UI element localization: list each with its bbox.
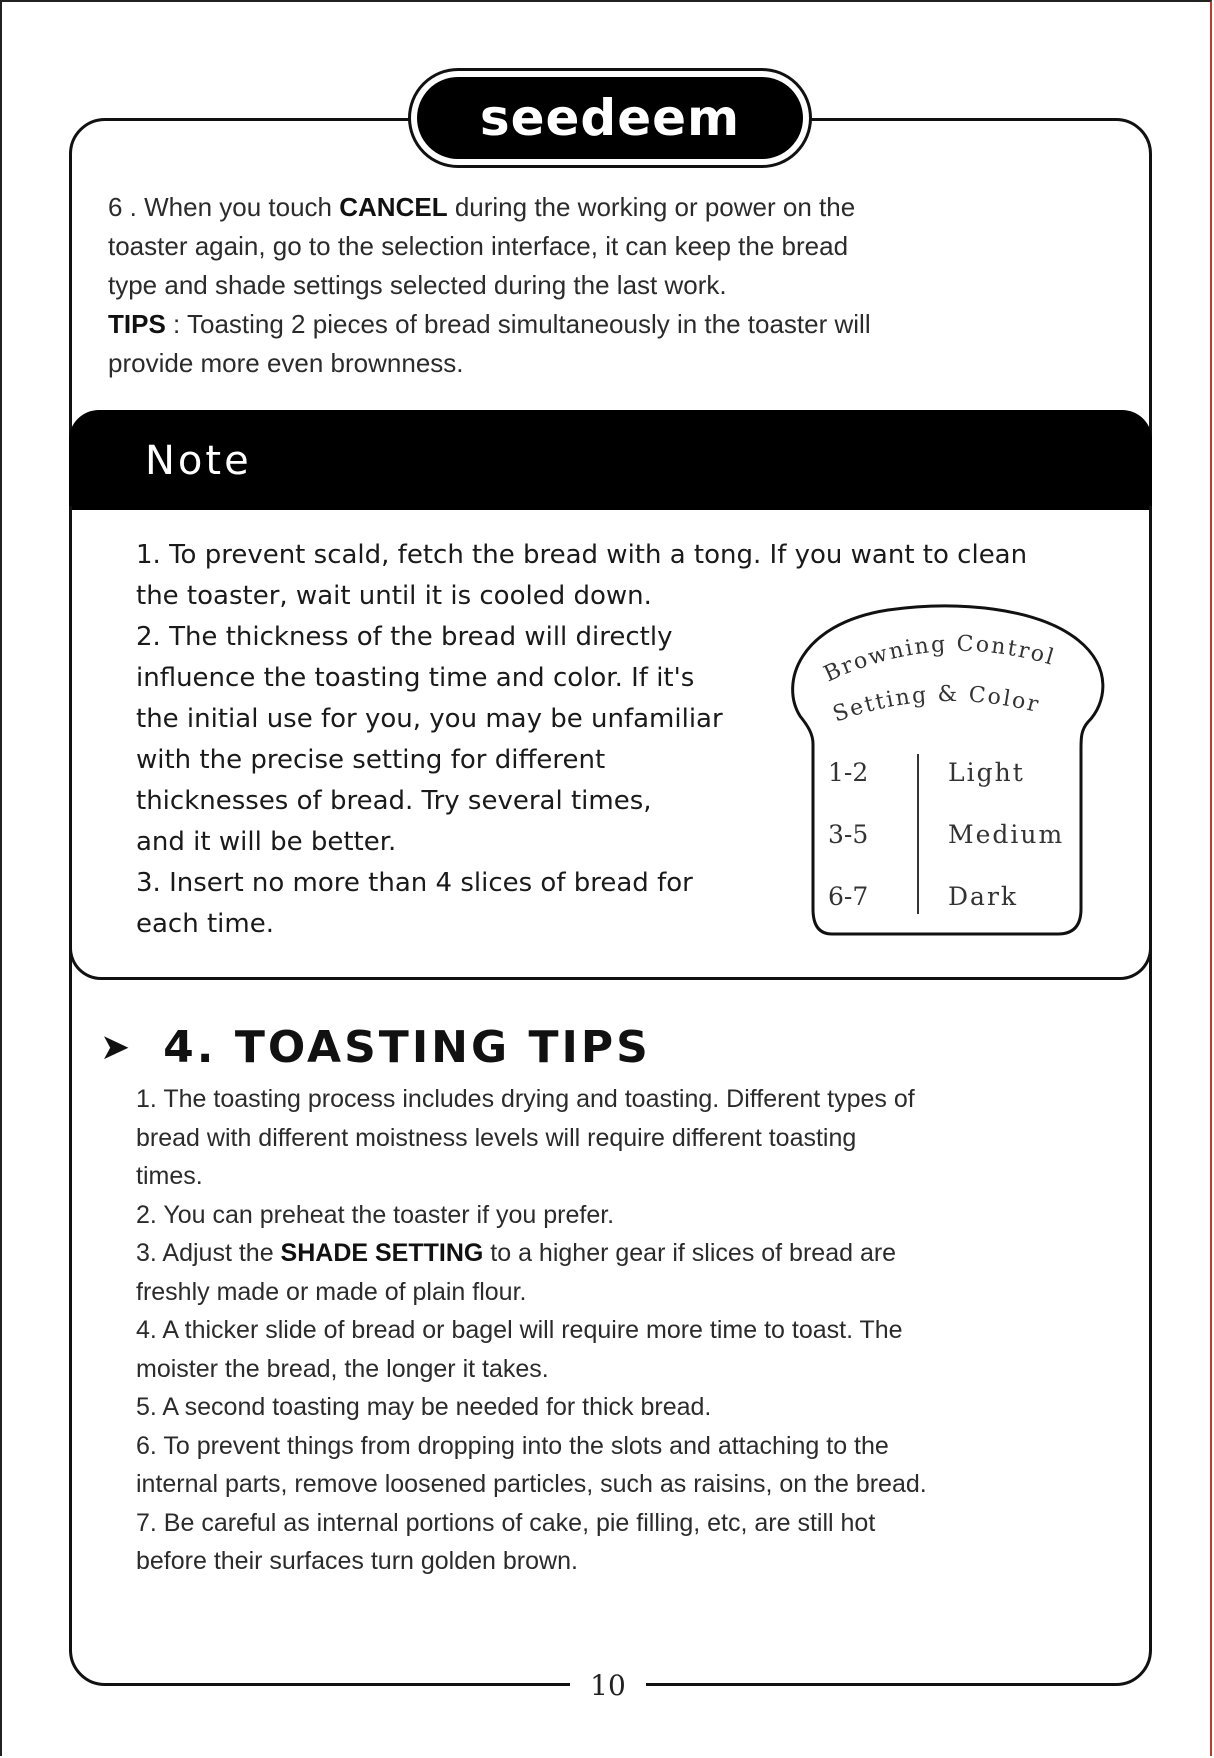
note-line: each time.: [136, 909, 274, 939]
note-line: thicknesses of bread. Try several times,: [136, 786, 652, 816]
tips-line: provide more even brownness.: [108, 348, 464, 378]
tips-text: : Toasting 2 pieces of bread simultaneously in the toaster will: [165, 309, 871, 339]
tips-label: TIPS: [108, 309, 166, 339]
page-number: 10: [570, 1666, 646, 1706]
shade-row: [828, 878, 1068, 918]
note-line: 3. Insert no more than 4 slices of bread for: [136, 868, 693, 898]
note-line: the initial use for you, you may be unfamiliar: [136, 704, 723, 734]
shade-setting-keyword: SHADE SETTING: [280, 1239, 484, 1267]
section-heading: [100, 1022, 651, 1073]
intro-text: [108, 188, 1108, 383]
tip-line: moister the bread, the longer it takes.: [136, 1354, 549, 1383]
card-title-line2: Setting & Color: [829, 681, 1043, 728]
shade-color: Light: [948, 758, 1025, 787]
cancel-keyword: CANCEL: [339, 192, 448, 222]
card-title-line1: Browning Control: [820, 631, 1059, 688]
tip-line: times.: [136, 1162, 203, 1190]
svg-text:Browning Control: [820, 632, 1058, 688]
note-line: influence the toasting time and color. If it's: [136, 663, 695, 693]
note-line: the toaster, wait until it is cooled down.: [136, 581, 652, 611]
tip-line: 4. A thicker slide of bread or bagel will require more time to toast. The: [136, 1316, 903, 1344]
note-title: Note: [145, 438, 252, 484]
tips-line: [108, 305, 1108, 344]
intro-line: type and shade settings selected during the last work.: [108, 270, 727, 300]
tip-prefix: 3. Adjust the: [136, 1239, 281, 1267]
shade-range: 1-2: [828, 758, 869, 787]
brand-logo-text: seedeem: [417, 77, 803, 159]
tip-line: before their surfaces turn golden brown.: [136, 1547, 578, 1575]
shade-row: [828, 816, 1068, 856]
tip-line: freshly made or made of plain flour.: [136, 1277, 527, 1306]
tip-line: 6. To prevent things from dropping into the slots and attaching to the: [136, 1431, 889, 1460]
tip-line: 7. Be careful as internal portions of cake, pie filling, etc, are still hot: [136, 1508, 876, 1537]
intro-item6-rest: during the working or power on the: [447, 192, 856, 222]
tip-line: bread with different moistness levels will require different toasting: [136, 1123, 857, 1152]
section-title: 4. TOASTING TIPS: [163, 1022, 651, 1073]
tip-line: [136, 1234, 1096, 1273]
arrow-icon: ➤: [100, 1027, 134, 1068]
shade-range: 3-5: [828, 820, 869, 849]
browning-control-card: [788, 604, 1108, 954]
note-line: with the precise setting for different: [136, 745, 606, 775]
tip-line: 1. The toasting process includes drying and toasting. Different types of: [136, 1085, 915, 1113]
shade-range: 6-7: [828, 882, 869, 911]
note-line: and it will be better.: [136, 827, 397, 857]
intro-line: [108, 188, 1108, 227]
tip-rest: to a higher gear if slices of bread are: [483, 1239, 897, 1267]
note-header: [69, 410, 1152, 510]
brand-logo: [408, 68, 812, 168]
toasting-tips-list: [136, 1080, 1096, 1581]
note-line: 2. The thickness of the bread will directly: [136, 622, 673, 652]
shade-color: Medium: [948, 820, 1065, 849]
intro-item6-prefix: 6 . When you touch: [108, 192, 340, 222]
tip-line: 5. A second toasting may be needed for thick bread.: [136, 1393, 712, 1421]
note-line: 1. To prevent scald, fetch the bread with a tong. If you want to clean: [136, 540, 1028, 570]
shade-row: [828, 754, 1068, 794]
intro-line: toaster again, go to the selection interface, it can keep the bread: [108, 231, 849, 261]
tip-line: 2. You can preheat the toaster if you prefer.: [136, 1200, 615, 1229]
svg-text:Setting & Color: [830, 682, 1043, 728]
tip-line: internal parts, remove loosened particles, such as raisins, on the bread.: [136, 1470, 927, 1498]
shade-color: Dark: [948, 882, 1019, 911]
